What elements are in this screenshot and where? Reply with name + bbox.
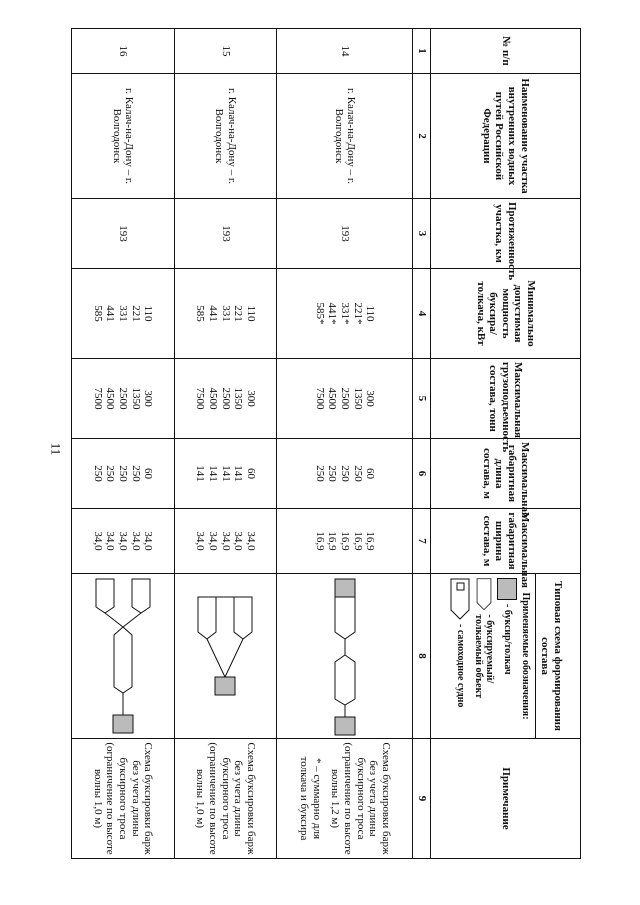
row-power: 110 221 331 441 585 — [72, 269, 175, 359]
note-text: Схема буксировки барж без учета длины буксирного троса (ограничение по высоте волны 1,0 м) — [91, 742, 155, 855]
legend-barge-label: - буксируемый/ толкаемый объект — [472, 614, 496, 699]
col-number: 6 — [413, 439, 431, 509]
legend-title: Применяемые обозначения: — [519, 592, 531, 720]
col-number: 3 — [413, 199, 431, 269]
col-number: 7 — [413, 509, 431, 574]
col-number: 8 — [413, 574, 431, 739]
table-row — [174, 29, 277, 859]
row-max-width: 16,9 16,9 16,9 16,9 16,9 — [277, 509, 413, 574]
barge-icon — [474, 578, 494, 610]
col-number: 5 — [413, 359, 431, 439]
header-scheme — [431, 574, 581, 739]
table-row — [72, 29, 175, 859]
row-max-width: 34,0 34,0 34,0 34,0 34,0 — [174, 509, 277, 574]
note-footnote: * – суммарно для толкача и буксира — [298, 756, 323, 841]
page-number: 11 — [48, 442, 64, 456]
legend — [444, 574, 535, 738]
col-number: 2 — [413, 74, 431, 199]
row-capacity: 300 1350 2500 4500 7500 — [72, 359, 175, 439]
row-name: г. Калач-на-Дону – г. Волгодонск — [174, 74, 277, 199]
convoy-table — [71, 28, 581, 859]
legend-barge — [472, 578, 495, 734]
note-text: Схема буксировки барж без учета длины буксирного троса (ограничение по высоте волны 1,0 м) — [194, 742, 258, 855]
row-power: 110 221 331 441 585 — [174, 269, 277, 359]
header-length: Протяженность участка, км — [431, 199, 581, 269]
legend-selfpropelled — [450, 578, 470, 734]
legend-tug-label: - буксир/толкач — [501, 604, 513, 675]
row-name: г. Калач-на-Дону – г. Волгодонск — [72, 74, 175, 199]
row-length: 193 — [72, 199, 175, 269]
convoy-scheme-diagram — [88, 577, 158, 737]
table-row — [277, 29, 413, 859]
row-note — [72, 739, 175, 859]
row-power: 110 221* 331* 441* 585* — [277, 269, 413, 359]
row-note — [277, 739, 413, 859]
row-max-length: 60 141 141 141 141 — [174, 439, 277, 509]
table-wrapper — [71, 28, 581, 858]
row-no: 14 — [277, 29, 413, 74]
header-power: Минимально допустимая мощность буксира/толкача, кВт — [431, 269, 581, 359]
header-no: № п/п — [431, 29, 581, 74]
convoy-scheme-diagram — [190, 577, 260, 737]
column-number-row — [413, 29, 431, 859]
note-text: Схема буксировки барж без учета длины буксирного троса (ограничение по высоте волны 1,2 м) — [329, 742, 393, 855]
col-number: 1 — [413, 29, 431, 74]
row-max-width: 34,0 34,0 34,0 34,0 34,0 — [72, 509, 175, 574]
row-no: 16 — [72, 29, 175, 74]
legend-tug — [497, 578, 517, 734]
row-capacity: 300 1350 2500 4500 7500 — [174, 359, 277, 439]
row-scheme — [174, 574, 277, 739]
row-scheme — [277, 574, 413, 739]
row-note — [174, 739, 277, 859]
row-capacity: 300 1350 2500 4500 7500 — [277, 359, 413, 439]
row-length: 193 — [277, 199, 413, 269]
row-scheme — [72, 574, 175, 739]
convoy-scheme-diagram — [315, 577, 375, 737]
tug-icon — [497, 578, 517, 600]
self-propelled-ship-icon — [450, 578, 470, 620]
row-name: г. Калач-на-Дону – г. Волгодонск — [277, 74, 413, 199]
col-number: 9 — [413, 739, 431, 859]
header-row — [431, 29, 581, 859]
header-max-width: Максимальная габаритная ширина состава, м — [431, 509, 581, 574]
header-name: Наименование участка внутренних водных путей Российской Федерации — [431, 74, 581, 199]
legend-selfpropelled-label: - самоходное судно — [454, 624, 466, 708]
row-max-length: 60 250 250 250 250 — [72, 439, 175, 509]
header-capacity: Максимальная грузоподъемность состава, тонн — [431, 359, 581, 439]
col-number: 4 — [413, 269, 431, 359]
rotated-table-frame — [71, 28, 581, 858]
header-max-length: Максимальная габаритная длина состава, м — [431, 439, 581, 509]
header-note: Примечание — [431, 739, 581, 859]
row-length: 193 — [174, 199, 277, 269]
row-max-length: 60 250 250 250 250 — [277, 439, 413, 509]
row-no: 15 — [174, 29, 277, 74]
header-scheme-title: Типовая схема формирования состава — [535, 574, 567, 738]
